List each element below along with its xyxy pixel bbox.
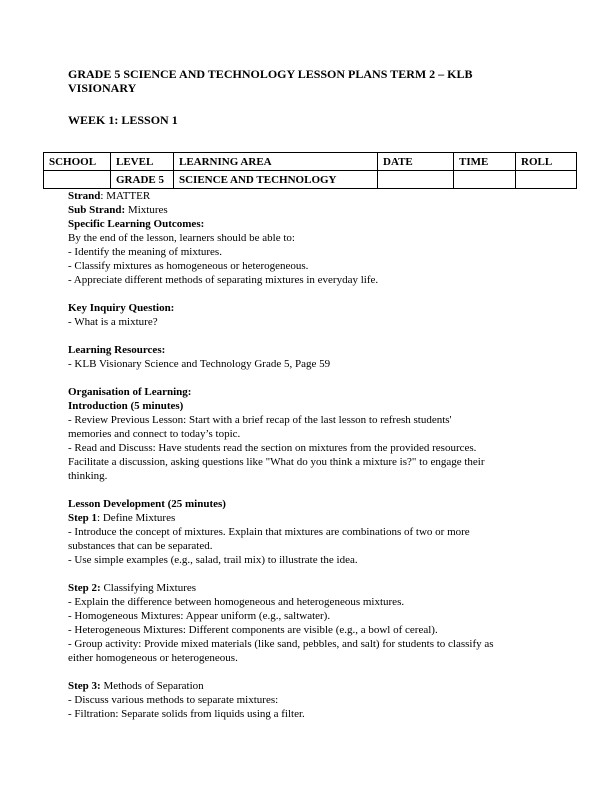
text-run: - Appreciate different methods of separating mixtures in everyday life.	[68, 274, 379, 286]
text-line	[68, 679, 576, 693]
text-run: : Define Mixtures	[97, 512, 176, 524]
text-run: - Homogeneous Mixtures: Appear uniform (e.g., saltwater).	[68, 610, 331, 622]
text-line	[68, 637, 576, 651]
text-run: - Heterogeneous Mixtures: Different components are visible (e.g., a bowl of cereal).	[68, 624, 438, 636]
info-table-value-cell	[516, 171, 577, 189]
text-line	[68, 245, 576, 259]
text-run: - Read and Discuss: Have students read the section on mixtures from the provided resources.	[68, 442, 477, 454]
info-table-header-row	[44, 153, 577, 171]
section-organisation-of-learning	[68, 385, 576, 483]
text-run: Methods of Separation	[100, 680, 204, 692]
text-run: Step 1	[68, 512, 98, 524]
text-line	[68, 525, 576, 539]
text-line	[68, 413, 576, 427]
info-table-value-cell	[44, 171, 111, 189]
text-run: Classifying Mixtures	[100, 582, 197, 594]
section-lesson-development-step-1	[68, 497, 576, 567]
info-table-header-cell: ROLL	[516, 153, 577, 171]
text-run: Organisation of Learning:	[68, 386, 192, 398]
text-run: either homogeneous or heterogeneous.	[68, 652, 238, 664]
info-table-value-cell: SCIENCE AND TECHNOLOGY	[174, 171, 378, 189]
text-run: Facilitate a discussion, asking questions like "What do you think a mixture is?" to engage their	[68, 456, 485, 468]
text-line	[68, 231, 576, 245]
text-run: - Group activity: Provide mixed materials (like sand, pebbles, and salt) for students to classify as	[68, 638, 494, 650]
info-table-header-cell: TIME	[454, 153, 516, 171]
text-line	[68, 189, 576, 203]
info-table-value-cell: GRADE 5	[111, 171, 174, 189]
text-run: - Explain the difference between homogeneous and heterogeneous mixtures.	[68, 596, 405, 608]
text-run: Sub Strand:	[68, 204, 126, 216]
text-run: Mixtures	[125, 204, 168, 216]
text-line	[68, 343, 576, 357]
text-run: Lesson Development (25 minutes)	[68, 498, 226, 510]
text-line	[68, 301, 576, 315]
text-run: - Use simple examples (e.g., salad, trail mix) to illustrate the idea.	[68, 554, 358, 566]
text-run: - What is a mixture?	[68, 316, 158, 328]
text-line	[68, 497, 576, 511]
text-line	[68, 385, 576, 399]
text-run: - Classify mixtures as homogeneous or heterogeneous.	[68, 260, 309, 272]
text-run: Specific Learning Outcomes:	[68, 218, 205, 230]
text-line	[68, 455, 576, 469]
text-run: : MATTER	[100, 190, 151, 202]
text-line	[68, 259, 576, 273]
text-run: substances that can be separated.	[68, 540, 213, 552]
text-run: Strand	[68, 190, 101, 202]
text-line	[68, 651, 576, 665]
document-title	[68, 67, 576, 95]
text-line	[68, 315, 576, 329]
info-table-header-cell: LEVEL	[111, 153, 174, 171]
text-line	[68, 217, 576, 231]
info-table-value-row	[44, 171, 577, 189]
text-line	[68, 707, 576, 721]
text-line	[68, 693, 576, 707]
text-line	[68, 427, 576, 441]
week-lesson-heading: WEEK 1: LESSON 1	[68, 113, 178, 127]
section-key-inquiry-question	[68, 301, 576, 329]
text-run: Step 3:	[68, 680, 101, 692]
section-strand-and-outcomes	[68, 189, 576, 287]
text-line	[68, 441, 576, 455]
lesson-info-table	[43, 152, 577, 189]
text-line	[68, 609, 576, 623]
text-line	[68, 273, 576, 287]
info-table-value-cell	[378, 171, 454, 189]
text-run: - Review Previous Lesson: Start with a brief recap of the last lesson to refresh students'	[68, 414, 452, 426]
text-run: - Filtration: Separate solids from liquids using a filter.	[68, 708, 305, 720]
text-line	[68, 595, 576, 609]
info-table-header-cell: DATE	[378, 153, 454, 171]
info-table-header-cell: SCHOOL	[44, 153, 111, 171]
section-step-2-classifying-mixtures	[68, 581, 576, 665]
text-line	[68, 399, 576, 413]
text-run: Key Inquiry Question:	[68, 302, 175, 314]
title-line-2: VISIONARY	[68, 81, 137, 95]
text-line	[68, 203, 576, 217]
text-run: - Introduce the concept of mixtures. Explain that mixtures are combinations of two or more	[68, 526, 470, 538]
text-line	[68, 553, 576, 567]
title-line-1: GRADE 5 SCIENCE AND TECHNOLOGY LESSON PLANS TERM 2 – KLB	[68, 67, 473, 81]
section-learning-resources	[68, 343, 576, 371]
section-step-3-methods-of-separation	[68, 679, 576, 721]
text-line	[68, 469, 576, 483]
text-run: - KLB Visionary Science and Technology Grade 5, Page 59	[68, 358, 331, 370]
text-run: By the end of the lesson, learners should be able to:	[68, 232, 295, 244]
text-run: Learning Resources:	[68, 344, 166, 356]
text-run: - Identify the meaning of mixtures.	[68, 246, 222, 258]
text-run: Introduction (5 minutes)	[68, 400, 184, 412]
text-line	[68, 581, 576, 595]
text-line	[68, 357, 576, 371]
info-table-value-cell	[454, 171, 516, 189]
text-run: - Discuss various methods to separate mixtures:	[68, 694, 279, 706]
text-line	[68, 623, 576, 637]
text-run: thinking.	[68, 470, 108, 482]
text-run: memories and connect to today’s topic.	[68, 428, 241, 440]
text-run: Step 2:	[68, 582, 101, 594]
info-table-header-cell: LEARNING AREA	[174, 153, 378, 171]
text-line	[68, 539, 576, 553]
text-line	[68, 511, 576, 525]
lesson-body	[68, 189, 576, 735]
